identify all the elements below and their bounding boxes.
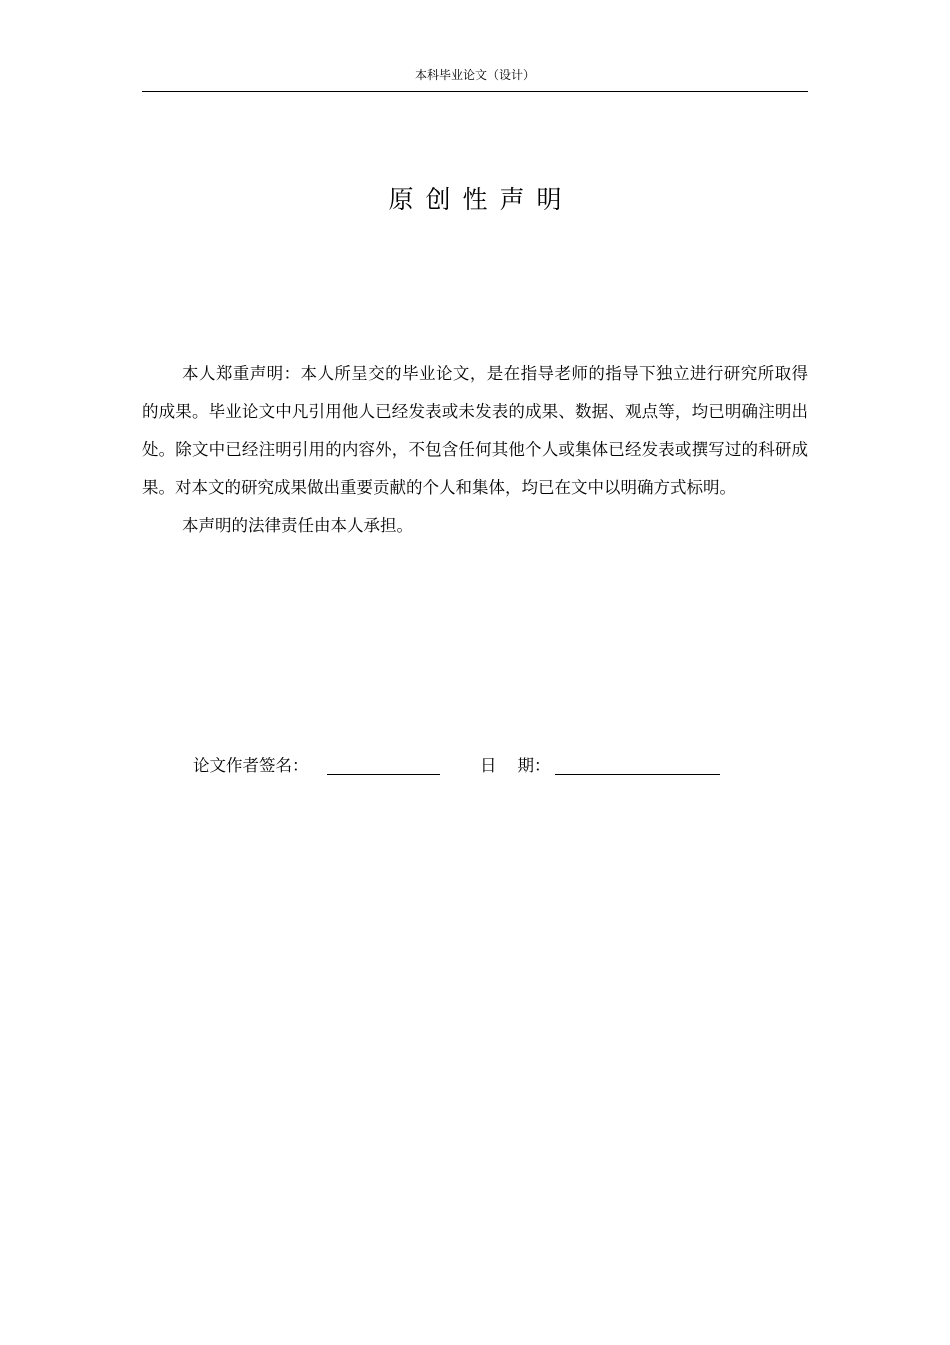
header-rule xyxy=(142,91,808,92)
date-label: 日 期： xyxy=(480,756,551,775)
signature-row xyxy=(193,752,753,782)
liability-paragraph: 本声明的法律责任由本人承担。 xyxy=(182,516,413,535)
author-signature-label: 论文作者签名： xyxy=(193,756,309,775)
declaration-body xyxy=(142,355,808,545)
date-line xyxy=(555,774,720,775)
document-title: 原创性声明 xyxy=(388,185,574,214)
author-signature-line xyxy=(327,774,440,775)
page-header: 本科毕业论文（设计） xyxy=(414,68,535,82)
declaration-paragraph: 本人郑重声明：本人所呈交的毕业论文，是在指导老师的指导下独立进行研究所取得的成果。毕业论文中凡引用他人已经发表或未发表的成果、数据、观点等，均已明确注明出处。除文中已经注明引用的内容外，不包含任何其他个人或集体已经发表或撰写过的科研成果。对本文的研究成果做出重要贡献的个人和集体，均已在文中以明确方式标明。 xyxy=(142,364,808,497)
